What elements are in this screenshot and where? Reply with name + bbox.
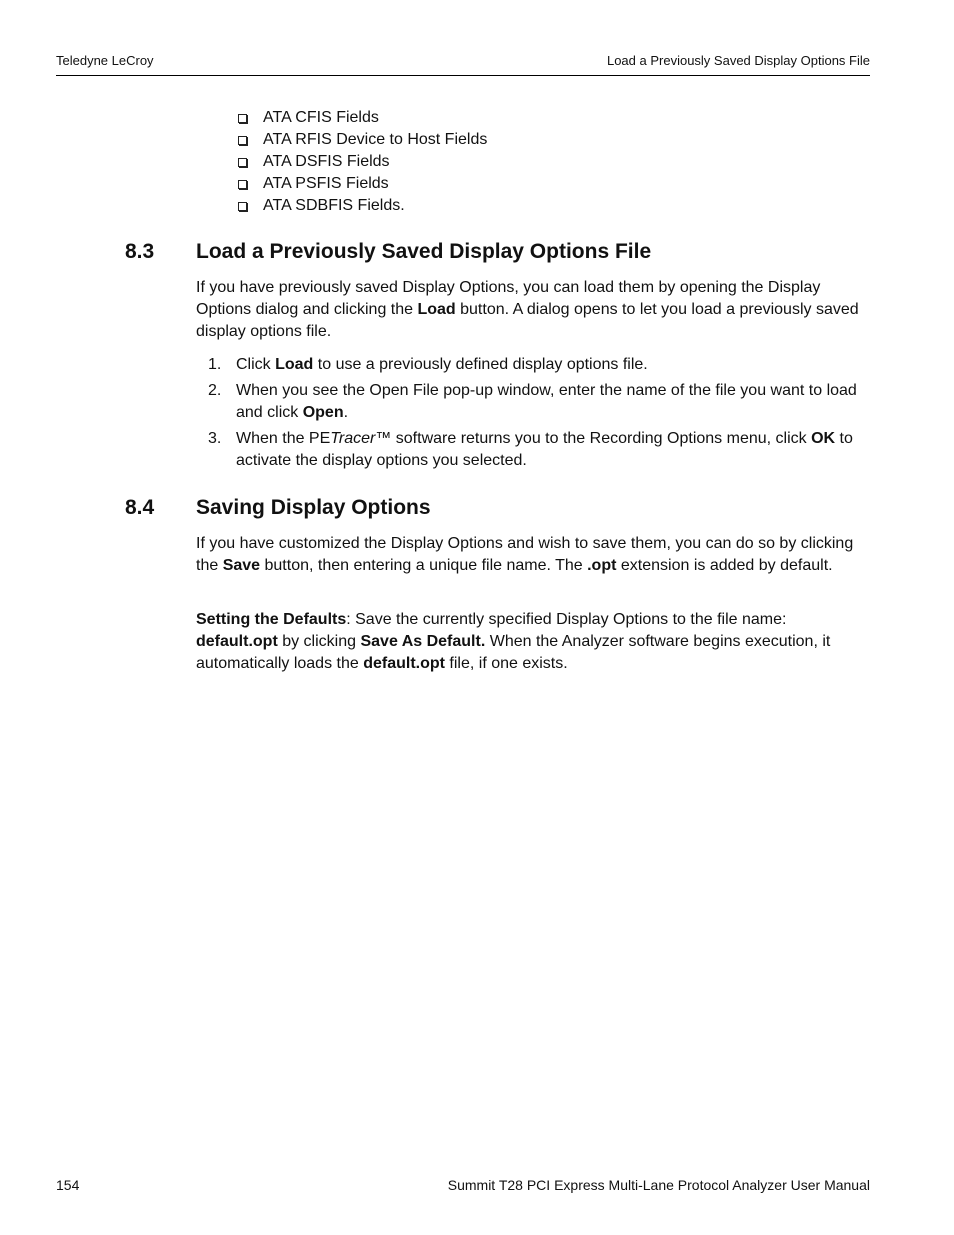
page-number: 154 <box>56 1177 80 1193</box>
checkbox-bullet-icon <box>238 202 247 211</box>
checkbox-bullet-icon <box>238 136 247 145</box>
list-item: 2. When you see the Open File pop-up window, enter the name of the file you want to load and click Open. <box>208 382 857 421</box>
section-title: Saving Display Options <box>196 496 431 519</box>
setting-defaults-paragraph: Setting the Defaults: Save the currently specified Display Options to the file name: default.opt by clicking Save As Default. When the Analyzer software begins execution, it automatically loads the default.opt file, if one exists. <box>196 611 831 672</box>
section-8-3-intro: If you have previously saved Display Options, you can load them by opening the Display Options dialog and clicking the Load button. A dialog opens to let you load a previously saved display options file. <box>196 279 859 340</box>
header-section-title: Load a Previously Saved Display Options File <box>606 53 870 68</box>
field-bullet-list <box>236 107 487 217</box>
page-header <box>56 53 870 76</box>
list-item: 1. Click Load to use a previously defined display options file. <box>208 356 648 373</box>
section-number: 8.4 <box>125 496 155 519</box>
checkbox-bullet-icon <box>238 180 247 189</box>
checkbox-bullet-icon <box>238 114 247 123</box>
load-steps-list <box>196 354 872 476</box>
header-company: Teledyne LeCroy <box>56 53 154 68</box>
list-item: ATA DSFIS Fields <box>236 151 487 173</box>
list-item: ATA SDBFIS Fields. <box>236 195 487 217</box>
section-number: 8.3 <box>125 240 155 263</box>
section-8-4-intro: If you have customized the Display Options and wish to save them, you can do so by clicking the Save button, then entering a unique file name. The .opt extension is added by default. <box>196 535 854 574</box>
list-item: 3. When the PETracer™ software returns you to the Recording Options menu, click OK to activate the display options you selected. <box>208 430 853 469</box>
section-title: Load a Previously Saved Display Options File <box>196 240 652 263</box>
list-item: ATA RFIS Device to Host Fields <box>236 129 487 151</box>
list-item: ATA CFIS Fields <box>236 107 487 129</box>
checkbox-bullet-icon <box>238 158 247 167</box>
manual-title: Summit T28 PCI Express Multi-Lane Protocol Analyzer User Manual <box>447 1177 870 1193</box>
list-item: ATA PSFIS Fields <box>236 173 487 195</box>
